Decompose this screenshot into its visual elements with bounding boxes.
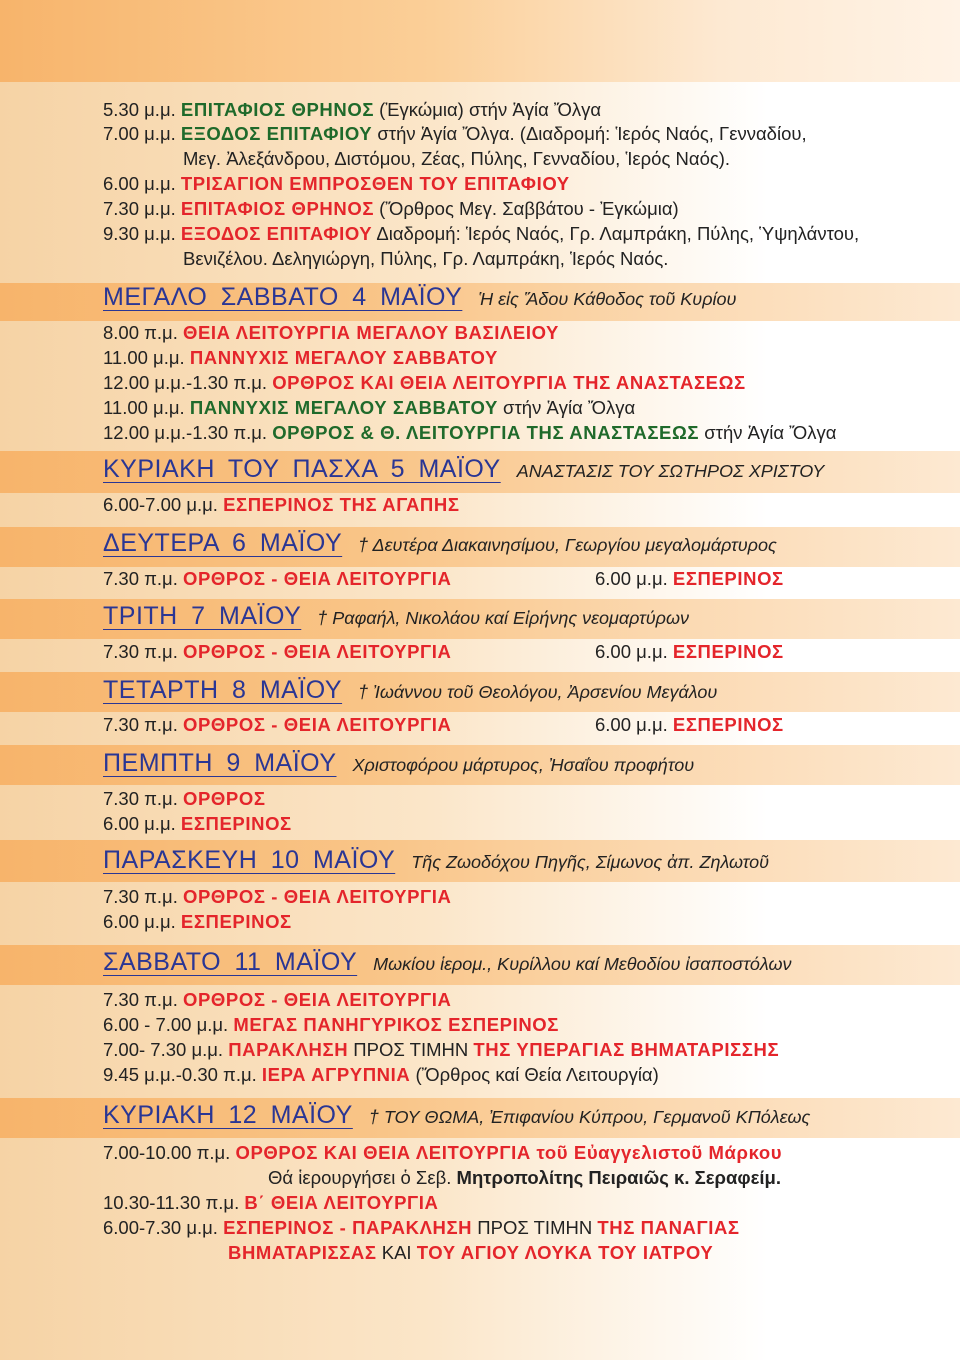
schedule-line: 6.00-7.30 μ.μ. ΕΣΠΕΡΙΝΟΣ - ΠΑΡΑΚΛΗΣΗ ΠΡΟΣ ΤΙΜΗΝ ΤΗΣ ΠΑΝΑΓΙΑΣ xyxy=(103,1217,740,1238)
schedule-line-cont: ΒΗΜΑΤΑΡΙΣΣΑΣ ΚΑΙ ΤΟΥ ΑΓΙΟΥ ΛΟΥΚΑ ΤΟΥ ΙΑΤΡΟΥ xyxy=(228,1242,714,1263)
schedule-line: 9.45 μ.μ.-0.30 π.μ. ΙΕΡΑ ΑΓΡΥΠΝΙΑ (Ὄρθρος καί Θεία Λειτουργία) xyxy=(103,1064,659,1085)
schedule-line: 7.30 μ.μ. ΕΠΙΤΑΦΙΟΣ ΘΡΗΝΟΣ (Ὄρθρος Μεγ. Σαββάτου - Ἐγκώμια) xyxy=(103,198,679,219)
schedule-line-cont: Θά ἱερουργήσει ὁ Σεβ. Μητροπολίτης Πειραιῶς κ. Σεραφείμ. xyxy=(268,1167,781,1188)
day-header xyxy=(103,676,717,705)
schedule-line: 12.00 μ.μ.-1.30 π.μ. ΟΡΘΡΟΣ ΚΑΙ ΘΕΙΑ ΛΕΙΤΟΥΡΓΙΑ ΤΗΣ ΑΝΑΣΤΑΣΕΩΣ xyxy=(103,372,746,393)
feast-text: † Δευτέρα Διακαινησίμου, Γεωργίου μεγαλομάρτυρος xyxy=(358,535,777,555)
day-title: ΠΕΜΠΤΗ 9 ΜΑΪΟΥ xyxy=(103,749,337,777)
feast-text: ΑΝΑΣΤΑΣΙΣ ΤΟΥ ΣΩΤΗΡΟΣ ΧΡΙΣΤΟΥ xyxy=(516,461,825,481)
schedule-line-cont: Μεγ. Ἀλεξάνδρου, Διστόμου, Ζέας, Πύλης, Γενναδίου, Ἱερός Ναός). xyxy=(183,148,731,169)
day-title: ΤΕΤΑΡΤΗ 8 ΜΑΪΟΥ xyxy=(103,676,343,704)
feast-text: Τῆς Ζωοδόχου Πηγῆς, Σίμωνος ἀπ. Ζηλωτοῦ xyxy=(411,852,770,872)
feast-text: Ἡ εἰς Ἅδου Κάθοδος τοῦ Κυρίου xyxy=(478,289,737,309)
schedule-line: 6.00 μ.μ. ΕΣΠΕΡΙΝΟΣ xyxy=(595,568,784,589)
day-header xyxy=(103,948,792,977)
schedule-line: 6.00 μ.μ. ΕΣΠΕΡΙΝΟΣ xyxy=(595,714,784,735)
feast-text: † Ἰωάννου τοῦ Θεολόγου, Ἀρσενίου Μεγάλου xyxy=(358,682,718,702)
day-title: ΚΥΡΙΑΚΗ 12 ΜΑΪΟΥ xyxy=(103,1101,353,1129)
schedule-line: 7.00-10.00 π.μ. ΟΡΘΡΟΣ ΚΑΙ ΘΕΙΑ ΛΕΙΤΟΥΡΓΙΑ τοῦ Εὐαγγελιστοῦ Μάρκου xyxy=(103,1142,783,1163)
feast-text: † ΤΟΥ ΘΩΜΑ, Ἐπιφανίου Κύπρου, Γερμανοῦ ΚΠόλεως xyxy=(368,1107,811,1127)
day-title: ΤΡΙΤΗ 7 ΜΑΪΟΥ xyxy=(103,602,302,630)
schedule-line: 6.00 μ.μ. ΕΣΠΕΡΙΝΟΣ xyxy=(595,641,784,662)
day-title: ΚΥΡΙΑΚΗ ΤΟΥ ΠΑΣΧΑ 5 ΜΑΪΟΥ xyxy=(103,455,501,483)
day-header xyxy=(103,283,736,312)
day-header xyxy=(103,602,689,631)
schedule-line: 9.30 μ.μ. ΕΞΟΔΟΣ ΕΠΙΤΑΦΙΟΥ Διαδρομή: Ἱερός Ναός, Γρ. Λαμπράκη, Πύλης, Ὑψηλάντου, xyxy=(103,223,860,244)
schedule-line: 6.00 - 7.00 μ.μ. ΜΕΓΑΣ ΠΑΝΗΓΥΡΙΚΟΣ ΕΣΠΕΡΙΝΟΣ xyxy=(103,1014,559,1035)
schedule-line: 12.00 μ.μ.-1.30 π.μ. ΟΡΘΡΟΣ & Θ. ΛΕΙΤΟΥΡΓΙΑ ΤΗΣ ΑΝΑΣΤΑΣΕΩΣ στήν Ἁγία Ὄλγα xyxy=(103,422,837,443)
day-title: ΣΑΒΒΑΤΟ 11 ΜΑΪΟΥ xyxy=(103,948,358,976)
schedule-line: 11.00 μ.μ. ΠΑΝΝΥΧΙΣ ΜΕΓΑΛΟΥ ΣΑΒΒΑΤΟΥ xyxy=(103,347,498,368)
top-band xyxy=(0,0,960,82)
day-header xyxy=(103,529,777,558)
schedule-line: 6.00 μ.μ. ΤΡΙΣΑΓΙΟΝ ΕΜΠΡΟΣΘΕΝ ΤΟΥ ΕΠΙΤΑΦΙΟΥ xyxy=(103,173,570,194)
schedule-line: 10.30-11.30 π.μ. Β΄ ΘΕΙΑ ΛΕΙΤΟΥΡΓΙΑ xyxy=(103,1192,439,1213)
schedule-line: 7.30 π.μ. ΟΡΘΡΟΣ - ΘΕΙΑ ΛΕΙΤΟΥΡΓΙΑ xyxy=(103,714,452,735)
schedule-line-cont: Βενιζέλου. Δεληγιώργη, Πύλης, Γρ. Λαμπράκη, Ἱερός Ναός. xyxy=(183,248,669,269)
day-title: ΔΕΥΤΕΡΑ 6 ΜΑΪΟΥ xyxy=(103,529,343,557)
day-header xyxy=(103,846,769,875)
schedule-line: 7.30 π.μ. ΟΡΘΡΟΣ - ΘΕΙΑ ΛΕΙΤΟΥΡΓΙΑ xyxy=(103,641,452,662)
schedule-line: 6.00 μ.μ. ΕΣΠΕΡΙΝΟΣ xyxy=(103,911,292,932)
feast-text: † Ραφαήλ, Νικολάου καί Εἰρήνης νεομαρτύρων xyxy=(317,608,690,628)
day-header xyxy=(103,455,824,484)
day-title: ΜΕΓΑΛΟ ΣΑΒΒΑΤΟ 4 ΜΑΪΟΥ xyxy=(103,283,463,311)
schedule-line: 7.30 π.μ. ΟΡΘΡΟΣ - ΘΕΙΑ ΛΕΙΤΟΥΡΓΙΑ xyxy=(103,989,452,1010)
schedule-line: 7.30 π.μ. ΟΡΘΡΟΣ - ΘΕΙΑ ΛΕΙΤΟΥΡΓΙΑ xyxy=(103,568,452,589)
day-header xyxy=(103,749,694,778)
day-title: ΠΑΡΑΣΚΕΥΗ 10 ΜΑΪΟΥ xyxy=(103,846,396,874)
schedule-line: 5.30 μ.μ. ΕΠΙΤΑΦΙΟΣ ΘΡΗΝΟΣ (Ἐγκώμια) στήν Ἁγία Ὄλγα xyxy=(103,99,602,120)
schedule-line: 6.00 μ.μ. ΕΣΠΕΡΙΝΟΣ xyxy=(103,813,292,834)
schedule-line: 8.00 π.μ. ΘΕΙΑ ΛΕΙΤΟΥΡΓΙΑ ΜΕΓΑΛΟΥ ΒΑΣΙΛΕΙΟΥ xyxy=(103,322,559,343)
day-header xyxy=(103,1101,810,1130)
schedule-line: 11.00 μ.μ. ΠΑΝΝΥΧΙΣ ΜΕΓΑΛΟΥ ΣΑΒΒΑΤΟΥ στήν Ἁγία Ὄλγα xyxy=(103,397,636,418)
schedule-line: 7.30 π.μ. ΟΡΘΡΟΣ xyxy=(103,788,266,809)
feast-text: Μωκίου ἱερομ., Κυρίλλου καί Μεθοδίου ἰσαποστόλων xyxy=(373,954,792,974)
schedule-line: 7.00- 7.30 μ.μ. ΠΑΡΑΚΛΗΣΗ ΠΡΟΣ ΤΙΜΗΝ ΤΗΣ ΥΠΕΡΑΓΙΑΣ ΒΗΜΑΤΑΡΙΣΣΗΣ xyxy=(103,1039,780,1060)
schedule-line: 6.00-7.00 μ.μ. ΕΣΠΕΡΙΝΟΣ ΤΗΣ ΑΓΑΠΗΣ xyxy=(103,494,460,515)
schedule-line: 7.00 μ.μ. ΕΞΟΔΟΣ ΕΠΙΤΑΦΙΟΥ στήν Ἁγία Ὄλγα. (Διαδρομή: Ἱερός Ναός, Γενναδίου, xyxy=(103,123,807,144)
schedule-line: 7.30 π.μ. ΟΡΘΡΟΣ - ΘΕΙΑ ΛΕΙΤΟΥΡΓΙΑ xyxy=(103,886,452,907)
feast-text: Χριστοφόρου μάρτυρος, Ἠσαΐου προφήτου xyxy=(352,755,695,775)
